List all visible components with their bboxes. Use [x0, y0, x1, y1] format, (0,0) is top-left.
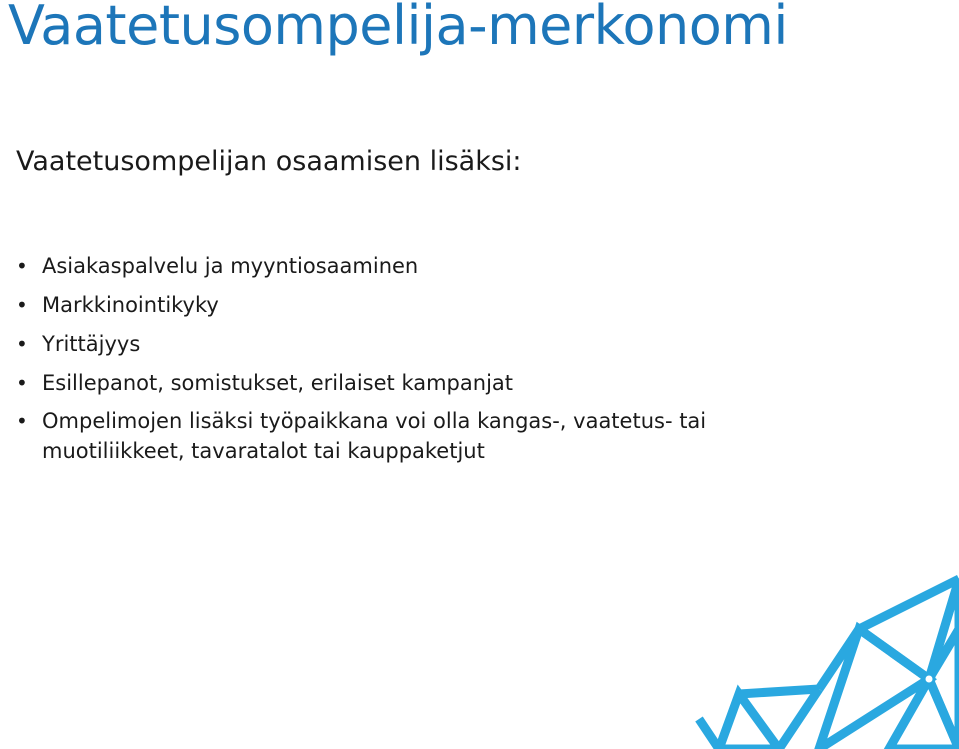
bullet-item: • Markkinointikyky	[16, 289, 816, 322]
slide-title: Vaatetusompelija-merkonomi	[8, 0, 788, 57]
bullet-item: • Ompelimojen lisäksi työpaikkana voi olla kangas-, vaatetus- tai muotiliikkeet, tavaratalot tai kauppaketjut	[16, 406, 762, 466]
bullet-item: • Asiakaspalvelu ja myyntiosaaminen	[16, 250, 816, 283]
geometric-star-pattern-icon	[659, 569, 959, 749]
bullet-item: • Esillepanot, somistukset, erilaiset kampanjat	[16, 367, 816, 400]
bullet-item: • Yrittäjyys	[16, 328, 816, 361]
bullet-list	[16, 250, 816, 472]
slide-subtitle: Vaatetusompelijan osaamisen lisäksi:	[16, 146, 522, 177]
